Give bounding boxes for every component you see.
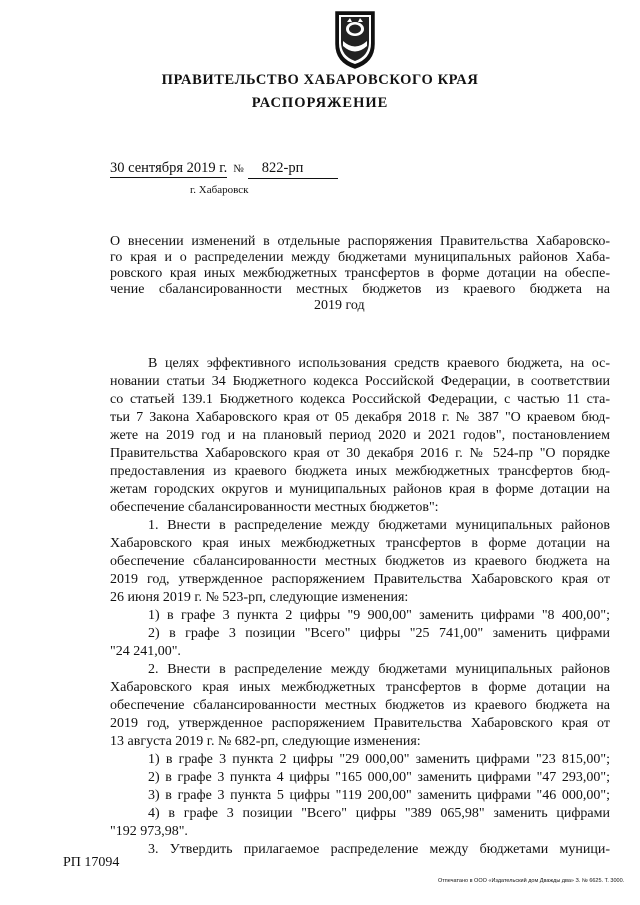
government-title: ПРАВИТЕЛЬСТВО ХАБАРОВСКОГО КРАЯ	[161, 72, 479, 88]
body-line: со статьей 139.1 Бюджетного кодекса Российской Федерации, с частью 11 ста-	[110, 392, 610, 407]
coat-of-arms-emblem	[330, 8, 380, 70]
body-line: 2019 год, утвержденное распоряжением Правительства Хабаровского края от	[110, 572, 610, 587]
body-line: В целях эффективного использования средств краевого бюджета, на ос-	[148, 356, 610, 371]
body-line: 1) в графе 3 пункта 2 цифры "29 000,00" заменить цифрами "23 815,00";	[148, 752, 610, 767]
body-line: "192 973,98".	[110, 824, 188, 839]
document-date-number	[110, 160, 338, 179]
subject-line: го края и о распределении между бюджетами муниципальных районов Хаба-	[110, 250, 610, 265]
body-line: жете на 2019 год и на плановый период 2020 и 2021 годов", постановлением	[110, 428, 610, 443]
body-line: 1. Внести в распределение между бюджетами муниципальных районов	[148, 518, 610, 533]
subject-line: О внесении изменений в отдельные распоряжения Правительства Хабаровско-	[110, 234, 610, 249]
body-line: Хабаровского края иных межбюджетных трансфертов в форме дотации на	[110, 680, 610, 695]
body-line: 4) в графе 3 позиции "Всего" цифры "389 065,98" заменить цифрами	[148, 806, 610, 821]
body-line: "24 241,00".	[110, 644, 181, 659]
document-type-title: РАСПОРЯЖЕНИЕ	[251, 95, 389, 111]
body-line: 3) в графе 3 пункта 5 цифры "119 200,00" заменить цифрами "46 000,00";	[148, 788, 610, 803]
body-line: 2. Внести в распределение между бюджетами муниципальных районов	[148, 662, 610, 677]
document-code: РП 17094	[63, 855, 120, 870]
body-line: тьи 7 Закона Хабаровского края от 05 декабря 2018 г. № 387 "О краевом бюд-	[110, 410, 610, 425]
body-line: предоставления из краевого бюджета иных межбюджетных трансфертов бюд-	[110, 464, 610, 479]
subject-line: 2019 год	[314, 298, 365, 313]
body-line: обеспечение сбалансированности местных бюджетов":	[110, 500, 439, 515]
number-sign: №	[233, 163, 244, 175]
subject-line: ровского края иных межбюджетных трансфертов в форме дотации на обеспе-	[110, 266, 610, 281]
body-line: 2) в графе 3 пункта 4 цифры "165 000,00" заменить цифрами "47 293,00";	[148, 770, 610, 785]
body-line: 2019 год, утвержденное распоряжением Правительства Хабаровского края от	[110, 716, 610, 731]
document-body	[110, 355, 610, 859]
body-line: 13 августа 2019 г. № 682-рп, следующие изменения:	[110, 734, 421, 749]
printer-imprint: Отпечатано в ООО «Издательский дом Дважды два» З. № 6625. Т. 3000.	[438, 878, 625, 884]
document-number: 822-рп	[248, 160, 338, 179]
body-line: 1) в графе 3 пункта 2 цифры "9 900,00" заменить цифрами "8 400,00";	[148, 608, 610, 623]
document-subject	[110, 234, 610, 314]
body-line: Хабаровского края иных межбюджетных трансфертов в форме дотации на	[110, 536, 610, 551]
body-line: обеспечение сбалансированности местных бюджетов из краевого бюджета на	[110, 698, 610, 713]
body-line: обеспечение сбалансированности местных бюджетов из краевого бюджета на	[110, 554, 610, 569]
subject-line: чение сбалансированности местных бюджетов из краевого бюджета на	[110, 282, 610, 297]
document-date: 30 сентября 2019 г.	[110, 160, 228, 176]
body-line: 2) в графе 3 позиции "Всего" цифры "25 741,00" заменить цифрами	[148, 626, 610, 641]
body-line: жетам городских округов и муниципальных районов края в форме дотации на	[110, 482, 610, 497]
document-city: г. Хабаровск	[190, 184, 249, 196]
body-line: 26 июня 2019 г. № 523-рп, следующие изменения:	[110, 590, 409, 605]
body-line: Правительства Хабаровского края от 30 декабря 2016 г. № 524-пр "О порядке	[110, 446, 610, 461]
body-line: новании статьи 34 Бюджетного кодекса Российской Федерации, в соответствии	[110, 374, 610, 389]
body-line: 3. Утвердить прилагаемое распределение между бюджетами муници-	[148, 842, 610, 857]
